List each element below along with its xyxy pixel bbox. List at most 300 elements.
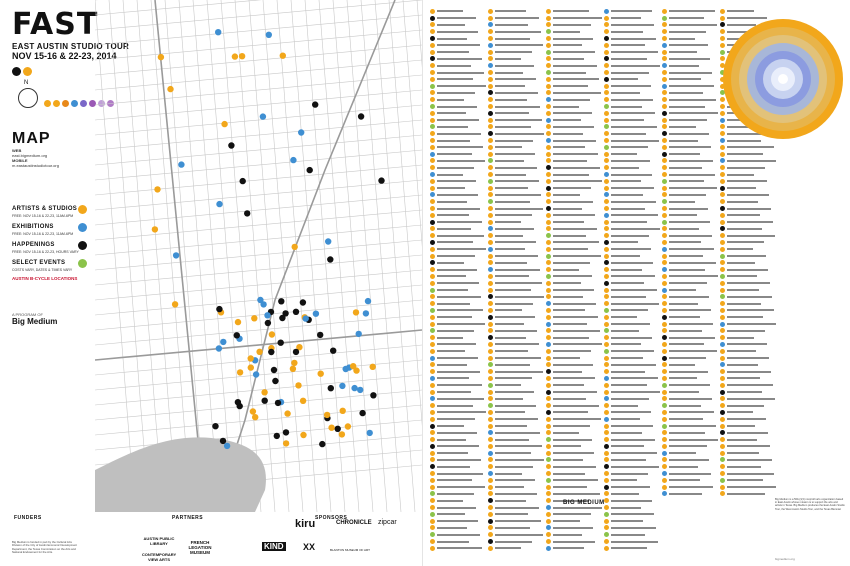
map-pin[interactable] xyxy=(244,210,250,216)
listing-entry xyxy=(430,49,488,56)
listing-entry xyxy=(488,280,546,287)
listing-dot-icon xyxy=(662,192,667,197)
map-pin[interactable] xyxy=(257,297,263,303)
map-pin[interactable] xyxy=(173,252,179,258)
listing-entry xyxy=(662,280,720,287)
map-pin[interactable] xyxy=(300,432,306,438)
map-pin[interactable] xyxy=(324,412,330,418)
listing-dot-icon xyxy=(604,342,609,347)
listing-dot-icon xyxy=(662,226,667,231)
listing-dot-icon xyxy=(604,138,609,143)
map-pin[interactable] xyxy=(313,311,319,317)
map-pin[interactable] xyxy=(265,320,271,326)
listing-dot-icon xyxy=(488,192,493,197)
map-pin[interactable] xyxy=(252,414,258,420)
map-pin[interactable] xyxy=(256,349,262,355)
listing-entry xyxy=(720,423,778,430)
map-pin[interactable] xyxy=(291,360,297,366)
map-pin[interactable] xyxy=(224,443,230,449)
listing-dot-icon xyxy=(662,308,667,313)
listing-entry xyxy=(662,266,720,273)
listing-dot-icon xyxy=(488,70,493,75)
listing-entry xyxy=(604,497,662,504)
map-pin[interactable] xyxy=(353,309,359,315)
listing-dot-icon xyxy=(720,288,725,293)
listing-dot-icon xyxy=(546,349,551,354)
listing-dot-icon xyxy=(488,152,493,157)
listing-entry xyxy=(662,42,720,49)
map-pin[interactable] xyxy=(363,310,369,316)
listing-dot-icon xyxy=(546,254,551,259)
listing-entry xyxy=(662,171,720,178)
listing-entry xyxy=(662,253,720,260)
map-pin[interactable] xyxy=(216,345,222,351)
legend-happenings: HAPPENINGS xyxy=(12,242,55,248)
listing-entry xyxy=(662,137,720,144)
map-pin[interactable] xyxy=(234,332,240,338)
listing-dot-icon xyxy=(604,335,609,340)
map-pin[interactable] xyxy=(220,438,226,444)
listing-column xyxy=(430,8,488,552)
listing-dot-icon xyxy=(662,301,667,306)
listing-entry xyxy=(546,334,604,341)
map-pin[interactable] xyxy=(269,331,275,337)
listing-dot-icon xyxy=(720,152,725,157)
listing-entry xyxy=(720,341,778,348)
listing-entry xyxy=(604,212,662,219)
map-pin[interactable] xyxy=(215,29,221,35)
listing-entry xyxy=(430,185,488,192)
listing-dot-icon xyxy=(488,16,493,21)
map-pin[interactable] xyxy=(295,382,301,388)
listing-dot-icon xyxy=(546,301,551,306)
listing-dot-icon xyxy=(662,97,667,102)
listing-dot-icon xyxy=(662,36,667,41)
map-pin[interactable] xyxy=(279,315,285,321)
listing-dot-icon xyxy=(604,349,609,354)
map-pin[interactable] xyxy=(303,315,309,321)
listing-dot-icon xyxy=(662,199,667,204)
listing-dot-icon xyxy=(604,226,609,231)
listing-dot-icon xyxy=(604,152,609,157)
listing-entry xyxy=(662,205,720,212)
map-pin[interactable] xyxy=(253,371,259,377)
map-pin[interactable] xyxy=(268,349,274,355)
listing-entry xyxy=(488,226,546,233)
map-pin[interactable] xyxy=(351,385,357,391)
listing-entry xyxy=(720,212,778,219)
listing-dot-icon xyxy=(546,512,551,517)
map-pin[interactable] xyxy=(290,157,296,163)
listing-entry xyxy=(488,28,546,35)
listing-entry xyxy=(430,110,488,117)
listing-entry xyxy=(604,300,662,307)
listing-dot-icon xyxy=(662,172,667,177)
listing-entry xyxy=(488,429,546,436)
listing-entry xyxy=(488,525,546,532)
listing-entry xyxy=(604,266,662,273)
listing-entry xyxy=(662,185,720,192)
listing-dot-icon xyxy=(604,315,609,320)
listing-entry xyxy=(488,382,546,389)
listing-dot-icon xyxy=(604,172,609,177)
map-pin[interactable] xyxy=(300,299,306,305)
listing-entry xyxy=(604,90,662,97)
listing-dot-icon xyxy=(604,165,609,170)
listing-entry xyxy=(430,375,488,382)
listing-dot-icon xyxy=(662,29,667,34)
map-pin[interactable] xyxy=(330,348,336,354)
listing-dot-icon xyxy=(604,233,609,238)
listing-dot-icon xyxy=(546,308,551,313)
listing-dot-icon xyxy=(430,29,435,34)
map-pin[interactable] xyxy=(158,54,164,60)
map-pin[interactable] xyxy=(335,426,341,432)
listing-entry xyxy=(546,355,604,362)
listing-entry xyxy=(430,457,488,464)
map-pin[interactable] xyxy=(312,101,318,107)
map-pin[interactable] xyxy=(261,389,267,395)
listing-entry xyxy=(488,266,546,273)
listing-entry xyxy=(662,103,720,110)
listing-entry xyxy=(488,457,546,464)
listing-entry xyxy=(488,511,546,518)
map-pin[interactable] xyxy=(278,298,284,304)
map-pin[interactable] xyxy=(232,53,238,59)
listing-entry xyxy=(546,300,604,307)
map-pin[interactable] xyxy=(339,431,345,437)
listing-entry xyxy=(720,416,778,423)
map-pin[interactable] xyxy=(356,331,362,337)
listing-dot-icon xyxy=(546,131,551,136)
listing-dot-icon xyxy=(662,90,667,95)
street-map[interactable] xyxy=(95,0,422,512)
map-pin[interactable] xyxy=(266,32,272,38)
map-pin[interactable] xyxy=(283,440,289,446)
map-pin[interactable] xyxy=(327,256,333,262)
listing-entry xyxy=(662,402,720,409)
listing-entry xyxy=(430,124,488,131)
listing-dot-icon xyxy=(546,199,551,204)
map-pin[interactable] xyxy=(237,369,243,375)
listing-dot-icon xyxy=(430,294,435,299)
listing-dot-icon xyxy=(604,281,609,286)
listing-entry xyxy=(546,124,604,131)
listing-dot-icon xyxy=(488,186,493,191)
listing-entry xyxy=(546,62,604,69)
listing-dot-icon xyxy=(430,260,435,265)
listing-dot-icon xyxy=(662,50,667,55)
map-pin[interactable] xyxy=(172,301,178,307)
listing-entry xyxy=(430,518,488,525)
map-pin[interactable] xyxy=(359,410,365,416)
listing-entry xyxy=(488,518,546,525)
listing-entry xyxy=(430,463,488,470)
listing-dot-icon xyxy=(430,247,435,252)
xx-logo: XX xyxy=(303,542,316,552)
listing-entry xyxy=(430,293,488,300)
listing-entry xyxy=(662,164,720,171)
listing-dot-icon xyxy=(430,97,435,102)
map-pin[interactable] xyxy=(272,378,278,384)
map-pin[interactable] xyxy=(264,312,270,318)
listing-entry xyxy=(488,334,546,341)
map-pin[interactable] xyxy=(325,238,331,244)
listing-entry xyxy=(546,273,604,280)
map-pin[interactable] xyxy=(216,306,222,312)
listing-dot-icon xyxy=(546,342,551,347)
map-pin[interactable] xyxy=(367,430,373,436)
map-pin[interactable] xyxy=(216,201,222,207)
listing-dot-icon xyxy=(604,179,609,184)
listing-dot-icon xyxy=(546,532,551,537)
listing-dot-icon xyxy=(546,315,551,320)
listing-dot-icon xyxy=(662,376,667,381)
listing-dot-icon xyxy=(430,396,435,401)
listing-entry xyxy=(546,49,604,56)
listing-entry xyxy=(430,35,488,42)
listing-entry xyxy=(430,395,488,402)
listing-entry xyxy=(546,395,604,402)
listing-entry xyxy=(662,327,720,334)
listing-entry xyxy=(604,185,662,192)
map-pin[interactable] xyxy=(293,349,299,355)
listing-dot-icon xyxy=(662,457,667,462)
map-pin[interactable] xyxy=(248,355,254,361)
map-pin[interactable] xyxy=(370,364,376,370)
map-pin[interactable] xyxy=(340,408,346,414)
map-pin[interactable] xyxy=(275,400,281,406)
listing-dot-icon xyxy=(662,274,667,279)
listing-dot-icon xyxy=(488,430,493,435)
listing-dot-icon xyxy=(430,444,435,449)
listing-entry xyxy=(604,49,662,56)
listing-entry xyxy=(430,484,488,491)
map-pin[interactable] xyxy=(178,161,184,167)
map-pin[interactable] xyxy=(357,387,363,393)
map-pin[interactable] xyxy=(167,86,173,92)
map-pin[interactable] xyxy=(358,113,364,119)
listing-dot-icon xyxy=(488,206,493,211)
map-pin[interactable] xyxy=(283,429,289,435)
listing-dot-icon xyxy=(430,152,435,157)
map-pin[interactable] xyxy=(239,53,245,59)
listing-dot-icon xyxy=(546,50,551,55)
listing-entry xyxy=(604,334,662,341)
listing-entry xyxy=(720,280,778,287)
listing-entry xyxy=(546,266,604,273)
listing-dot-icon xyxy=(546,328,551,333)
listing-dot-icon xyxy=(720,328,725,333)
listing-entry xyxy=(604,246,662,253)
listing-entry xyxy=(662,110,720,117)
listing-dot-icon xyxy=(720,267,725,272)
listing-entry xyxy=(604,545,662,552)
listing-entry xyxy=(488,56,546,63)
map-pin[interactable] xyxy=(290,366,296,372)
listing-entry xyxy=(488,402,546,409)
fast-logo: FAST xyxy=(12,7,99,42)
map-pin[interactable] xyxy=(317,332,323,338)
listing-dot-icon xyxy=(662,206,667,211)
listing-entry xyxy=(720,287,778,294)
listing-entry xyxy=(662,226,720,233)
listing-entry xyxy=(546,239,604,246)
listing-dot-icon xyxy=(720,145,725,150)
listing-dot-icon xyxy=(546,138,551,143)
listing-entry xyxy=(662,341,720,348)
map-pin[interactable] xyxy=(343,366,349,372)
listing-dot-icon xyxy=(662,342,667,347)
listing-entry xyxy=(720,239,778,246)
listing-dot-icon xyxy=(720,349,725,354)
map-pin[interactable] xyxy=(307,167,313,173)
listing-entry xyxy=(604,457,662,464)
listing-entry xyxy=(720,164,778,171)
listing-entry xyxy=(488,15,546,22)
map-pin[interactable] xyxy=(319,441,325,447)
listing-dot-icon xyxy=(430,491,435,496)
listing-dot-icon xyxy=(604,356,609,361)
listing-dot-icon xyxy=(546,84,551,89)
listing-dot-icon xyxy=(662,179,667,184)
map-pin[interactable] xyxy=(292,244,298,250)
map-pin[interactable] xyxy=(248,364,254,370)
map-pin[interactable] xyxy=(154,186,160,192)
listing-dot-icon xyxy=(604,16,609,21)
map-pin[interactable] xyxy=(298,129,304,135)
listing-entry xyxy=(430,314,488,321)
map-pin[interactable] xyxy=(235,319,241,325)
listing-entry xyxy=(662,416,720,423)
listing-entry xyxy=(546,429,604,436)
map-pin[interactable] xyxy=(365,298,371,304)
listing-dot-icon xyxy=(546,396,551,401)
listing-entry xyxy=(604,56,662,63)
listing-entry xyxy=(546,28,604,35)
listing-dot-icon xyxy=(430,226,435,231)
map-pin[interactable] xyxy=(328,385,334,391)
map-pin[interactable] xyxy=(251,315,257,321)
listing-dot-icon xyxy=(430,525,435,530)
listing-entry xyxy=(430,158,488,165)
map-pin[interactable] xyxy=(339,383,345,389)
map-pin[interactable] xyxy=(212,423,218,429)
map-pin[interactable] xyxy=(152,226,158,232)
listing-entry xyxy=(720,246,778,253)
listing-entry xyxy=(488,491,546,498)
listing-entry xyxy=(662,83,720,90)
listing-entry xyxy=(430,226,488,233)
map-pin[interactable] xyxy=(228,142,234,148)
listing-entry xyxy=(720,226,778,233)
listing-dot-icon xyxy=(604,328,609,333)
listing-entry xyxy=(430,178,488,185)
listing-entry xyxy=(662,62,720,69)
listing-dot-icon xyxy=(488,498,493,503)
map-pin[interactable] xyxy=(271,367,277,373)
map-pin[interactable] xyxy=(235,399,241,405)
listing-dot-icon xyxy=(546,369,551,374)
listing-dot-icon xyxy=(604,546,609,551)
legend-happenings-note: FREE: NOV 15-16 & 22-23, HOURS VARY xyxy=(12,250,79,254)
map-pin[interactable] xyxy=(250,408,256,414)
map-pin[interactable] xyxy=(350,363,356,369)
listing-dot-icon xyxy=(604,186,609,191)
map-pin[interactable] xyxy=(318,371,324,377)
listing-entry xyxy=(488,395,546,402)
map-pin[interactable] xyxy=(240,178,246,184)
listing-entry xyxy=(488,497,546,504)
listing-entry xyxy=(488,300,546,307)
listing-entry xyxy=(546,450,604,457)
map-pin[interactable] xyxy=(300,398,306,404)
map-pin[interactable] xyxy=(278,340,284,346)
listing-dot-icon xyxy=(546,247,551,252)
listing-entry xyxy=(430,525,488,532)
map-pin[interactable] xyxy=(262,398,268,404)
listing-entry xyxy=(662,259,720,266)
map-pin[interactable] xyxy=(345,423,351,429)
listing-dot-icon xyxy=(662,145,667,150)
map-pin[interactable] xyxy=(220,339,226,345)
listing-dot-icon xyxy=(546,322,551,327)
listing-dot-icon xyxy=(430,281,435,286)
listing-dot-icon xyxy=(662,267,667,272)
listing-entry xyxy=(488,321,546,328)
listing-entry xyxy=(488,531,546,538)
map-pin[interactable] xyxy=(284,410,290,416)
map-pin[interactable] xyxy=(221,121,227,127)
listing-dot-icon xyxy=(488,165,493,170)
listing-dot-icon xyxy=(546,29,551,34)
listing-entry xyxy=(546,117,604,124)
map-pin[interactable] xyxy=(328,425,334,431)
compass-north-label: N xyxy=(24,80,29,86)
listing-entry xyxy=(604,151,662,158)
listing-dot-icon xyxy=(488,328,493,333)
museum-logo: BLANTON MUSEUM OF ART xyxy=(330,548,370,552)
map-pin[interactable] xyxy=(293,309,299,315)
map-pin[interactable] xyxy=(378,177,384,183)
listing-entry xyxy=(720,463,778,470)
listing-dot-icon xyxy=(546,220,551,225)
listing-dot-icon xyxy=(488,451,493,456)
listing-dot-icon xyxy=(604,77,609,82)
listing-entry xyxy=(430,232,488,239)
listing-entry xyxy=(662,321,720,328)
listing-entry xyxy=(546,15,604,22)
chronicle-logo: CHRONICLE xyxy=(336,520,372,526)
listing-entry xyxy=(430,402,488,409)
listing-entry xyxy=(430,273,488,280)
listing-entry xyxy=(546,232,604,239)
listing-dot-icon xyxy=(604,294,609,299)
listing-entry xyxy=(604,327,662,334)
listing-dot-icon xyxy=(430,165,435,170)
map-pin[interactable] xyxy=(280,53,286,59)
listing-entry xyxy=(604,259,662,266)
map-pin[interactable] xyxy=(260,113,266,119)
listing-entry xyxy=(488,259,546,266)
listing-entry xyxy=(546,198,604,205)
listing-dot-icon xyxy=(488,322,493,327)
listing-entry xyxy=(720,253,778,260)
listing-entry xyxy=(430,69,488,76)
map-pin[interactable] xyxy=(370,392,376,398)
listing-dot-icon xyxy=(604,444,609,449)
map-pin[interactable] xyxy=(274,433,280,439)
